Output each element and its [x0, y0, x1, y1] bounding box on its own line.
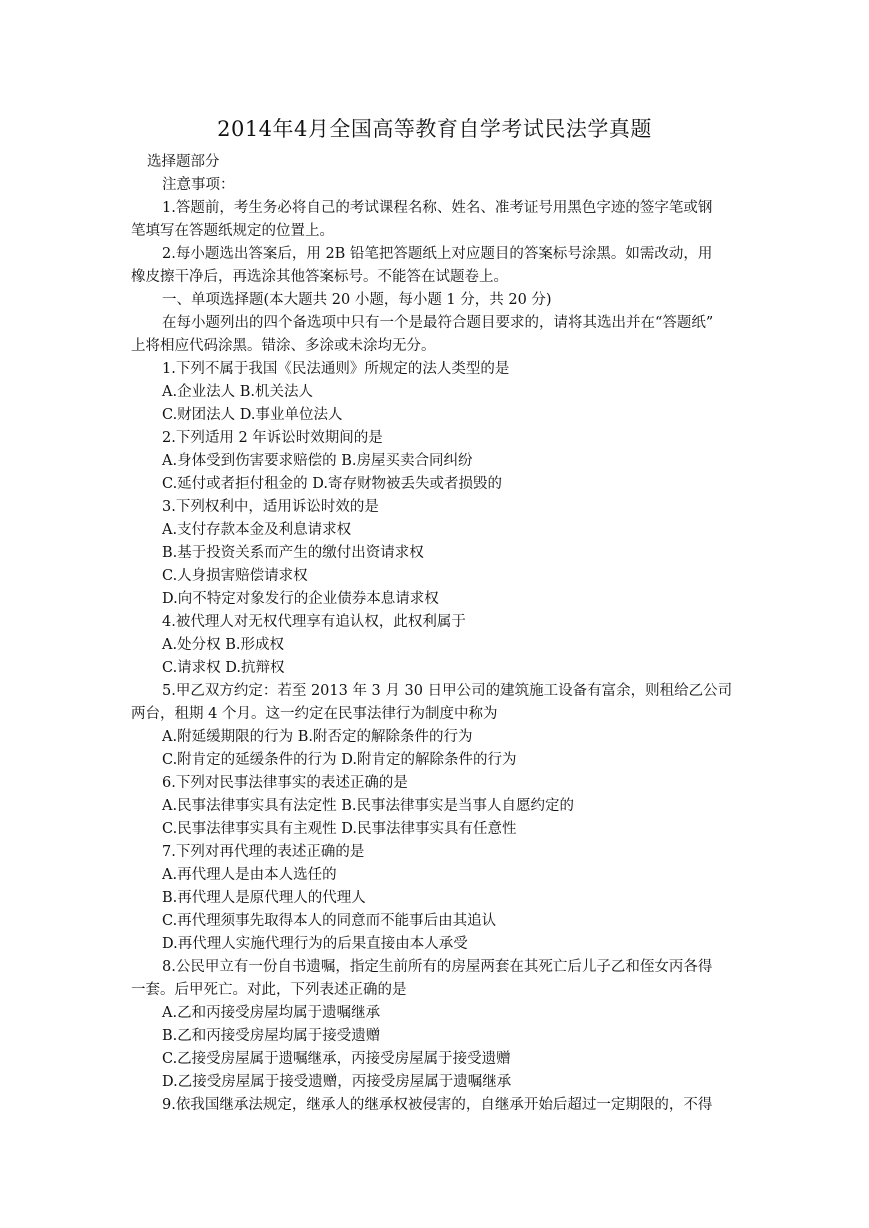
- question-line: 2.下列适用 2 年诉讼时效期间的是: [162, 430, 383, 446]
- option-line: A.附延缓期限的行为 B.附否定的解除条件的行为: [162, 729, 473, 745]
- option-line: B.乙和丙接受房屋均属于接受遗赠: [162, 1028, 381, 1044]
- option-line: B.再代理人是原代理人的代理人: [162, 890, 366, 906]
- option-line: C.财团法人 D.事业单位法人: [162, 407, 343, 423]
- question-line: 7.下列对再代理的表述正确的是: [162, 844, 365, 860]
- option-line: B.基于投资关系而产生的缴付出资请求权: [162, 545, 424, 561]
- section-heading: 选择题部分: [147, 154, 220, 170]
- option-line: C.请求权 D.抗辩权: [162, 660, 285, 676]
- option-line: C.再代理须事先取得本人的同意而不能事后由其追认: [162, 913, 497, 929]
- option-line: C.附肯定的延缓条件的行为 D.附肯定的解除条件的行为: [162, 752, 517, 768]
- notice-line: 1.答题前，考生务必将自己的考试课程名称、姓名、准考证号用黑色字迹的签字笔或钢: [162, 200, 713, 216]
- instruction-line: 在每小题列出的四个备选项中只有一个是最符合题目要求的，请将其选出并在“答题纸”: [162, 315, 714, 331]
- option-line: D.再代理人实施代理行为的后果直接由本人承受: [162, 936, 468, 952]
- option-line: A.企业法人 B.机关法人: [162, 384, 313, 400]
- notice-line: 笔填写在答题纸规定的位置上。: [131, 223, 334, 239]
- option-line: A.民事法律事实具有法定性 B.民事法律事实是当事人自愿约定的: [162, 798, 574, 814]
- option-line: A.乙和丙接受房屋均属于遗嘱继承: [162, 1005, 381, 1021]
- option-line: A.身体受到伤害要求赔偿的 B.房屋买卖合同纠纷: [162, 453, 473, 469]
- question-line: 8.公民甲立有一份自书遗嘱，指定生前所有的房屋两套在其死亡后儿子乙和侄女丙各得: [162, 959, 713, 975]
- document-title: 2014年4月全国高等教育自学考试民法学真题: [217, 117, 652, 141]
- option-line: C.延付或者拒付租金的 D.寄存财物被丢失或者损毁的: [162, 476, 503, 492]
- question-line: 3.下列权利中，适用诉讼时效的是: [162, 499, 379, 515]
- option-line: C.民事法律事实具有主观性 D.民事法律事实具有任意性: [162, 821, 517, 837]
- question-line: 一套。后甲死亡。对此，下列表述正确的是: [131, 982, 407, 998]
- option-line: C.乙接受房屋属于遗嘱继承，丙接受房屋属于接受遗赠: [162, 1051, 511, 1067]
- option-line: D.向不特定对象发行的企业债券本息请求权: [162, 591, 439, 607]
- notice-heading: 注意事项：: [162, 177, 235, 193]
- question-line: 9.依我国继承法规定，继承人的继承权被侵害的，自继承开始后超过一定期限的，不得: [162, 1097, 713, 1113]
- question-line: 5.甲乙双方约定：若至 2013 年 3 月 30 日甲公司的建筑施工设备有富余，则租给乙公司: [162, 683, 733, 699]
- notice-line: 2.每小题选出答案后，用 2B 铅笔把答题纸上对应题目的答案标号涂黑。如需改动，用: [162, 246, 713, 262]
- notice-line: 橡皮擦干净后，再选涂其他答案标号。不能答在试题卷上。: [131, 269, 508, 285]
- instruction-line: 上将相应代码涂黑。错涂、多涂或未涂均无分。: [131, 338, 436, 354]
- option-line: A.支付存款本金及利息请求权: [162, 522, 352, 538]
- part-heading: 一、单项选择题(本大题共 20 小题，每小题 1 分，共 20 分): [162, 292, 552, 308]
- option-line: A.处分权 B.形成权: [162, 637, 284, 653]
- option-line: D.乙接受房屋属于接受遗赠，丙接受房屋属于遗嘱继承: [162, 1074, 512, 1090]
- question-line: 两台，租期 4 个月。这一约定在民事法律行为制度中称为: [131, 706, 498, 722]
- question-line: 1.下列不属于我国《民法通则》所规定的法人类型的是: [162, 361, 510, 377]
- question-line: 4.被代理人对无权代理享有追认权，此权利属于: [162, 614, 466, 630]
- option-line: C.人身损害赔偿请求权: [162, 568, 308, 584]
- question-line: 6.下列对民事法律事实的表述正确的是: [162, 775, 408, 791]
- option-line: A.再代理人是由本人选任的: [162, 867, 337, 883]
